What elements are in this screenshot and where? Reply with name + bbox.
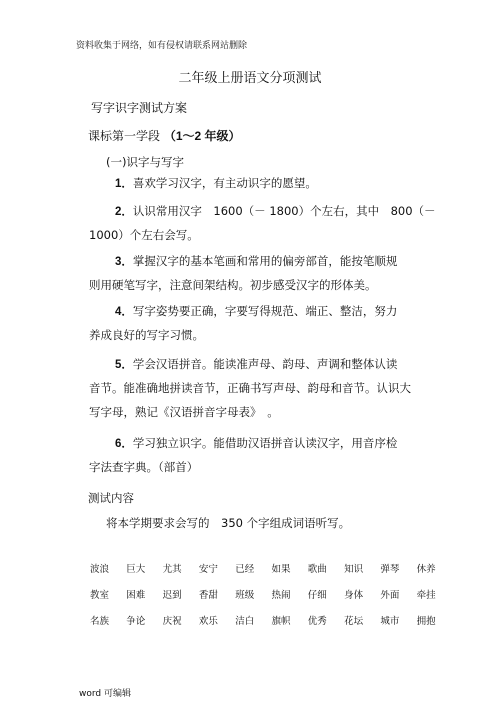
word-cell: 花坛 <box>344 616 364 627</box>
item-5-line-1 <box>115 351 397 378</box>
word-cell: 如果 <box>271 564 291 575</box>
word-cell: 旗帜 <box>271 616 291 627</box>
section-heading: (一)识字与写字 <box>106 155 184 169</box>
item-6-line-1 <box>115 430 397 457</box>
word-cell: 仔细 <box>307 590 327 601</box>
item-3-line-1 <box>115 248 397 275</box>
item-number: 6． <box>115 438 133 450</box>
header-note: 资料收集于网络，如有侵权请联系网站删除 <box>76 41 248 51</box>
word-cell: 尤其 <box>162 564 182 575</box>
word-cell: 拥抱 <box>416 616 436 627</box>
word-cell: 优秀 <box>307 616 327 627</box>
word-cell: 城市 <box>380 616 400 627</box>
word-cell: 欢乐 <box>198 616 218 627</box>
item-4-line-2: 养成良好的写字习惯。 <box>89 328 204 342</box>
word-row-1 <box>90 561 453 575</box>
word-cell: 香甜 <box>198 590 218 601</box>
word-cell: 已经 <box>235 564 255 575</box>
test-content-heading: 测试内容 <box>88 491 134 505</box>
word-cell: 热闹 <box>271 590 291 601</box>
stage-prefix: 课标第一学段 <box>88 129 161 143</box>
item-5-line-2: 音节。能准确地拼读音节，正确书写声母、韵母和音节。认识大 <box>89 381 411 395</box>
item-1-line-1 <box>115 170 317 197</box>
item-text: 学习独立识字。能借助汉语拼音认读汉字，用音序检 <box>132 436 398 450</box>
word-cell: 庆祝 <box>162 616 182 627</box>
word-cell: 争论 <box>126 616 146 627</box>
word-row-2 <box>90 587 453 601</box>
word-row-3 <box>90 613 453 627</box>
word-cell: 安宁 <box>198 564 218 575</box>
item-text: 喜欢学习汉字，有主动识字的愿望。 <box>132 176 317 190</box>
item-number: 3． <box>115 256 133 268</box>
item-number: 1． <box>115 178 133 190</box>
dictation-instruction: 将本学期要求会写的 350 个字组成词语听写。 <box>106 516 351 530</box>
item-3-line-2: 则用硬笔写字，注意间架结构。初步感受汉字的形体美。 <box>89 278 377 292</box>
word-cell: 困难 <box>126 590 146 601</box>
subtitle: 写字识字测试方案 <box>91 101 188 115</box>
item-2-line-1 <box>115 198 436 225</box>
item-number: 4． <box>115 306 133 318</box>
item-number: 5． <box>115 359 133 371</box>
word-cell: 波浪 <box>90 564 110 575</box>
word-cell: 外面 <box>380 590 400 601</box>
stage-line <box>88 127 241 144</box>
item-number: 2． <box>115 206 133 218</box>
word-cell: 迟到 <box>162 590 182 601</box>
word-cell: 洁白 <box>235 616 255 627</box>
item-text: 掌握汉字的基本笔画和常用的偏旁部首，能按笔顺规 <box>132 254 398 268</box>
word-cell: 牵挂 <box>416 590 436 601</box>
word-cell: 身体 <box>344 590 364 601</box>
item-4-line-1 <box>115 298 397 325</box>
item-5-line-3: 写字母，熟记《汉语拼音字母表》 。 <box>89 405 279 419</box>
item-text: 写字姿势要正确，字要写得规范、端正、整洁，努力 <box>132 304 398 318</box>
footer-note: word 可编辑 <box>79 689 131 699</box>
word-cell: 休养 <box>416 564 436 575</box>
item-text: 学会汉语拼音。能读准声母、韵母、声调和整体认读 <box>132 357 398 371</box>
stage-range: （1～2 年级） <box>163 129 241 143</box>
word-cell: 巨大 <box>126 564 146 575</box>
word-cell: 歌曲 <box>307 564 327 575</box>
word-cell: 名族 <box>90 616 110 627</box>
item-text: 认识常用汉字 1600（－ 1800）个左右，其中 800（－ <box>132 204 436 218</box>
word-cell: 班级 <box>235 590 255 601</box>
item-2-line-2: 1000）个左右会写。 <box>89 228 199 242</box>
item-6-line-2: 字法查字典。（部首） <box>89 460 199 474</box>
word-cell: 弹琴 <box>380 564 400 575</box>
word-cell: 知识 <box>344 564 364 575</box>
page-title: 二年级上册语文分项测试 <box>178 71 322 86</box>
word-cell: 教室 <box>90 590 110 601</box>
